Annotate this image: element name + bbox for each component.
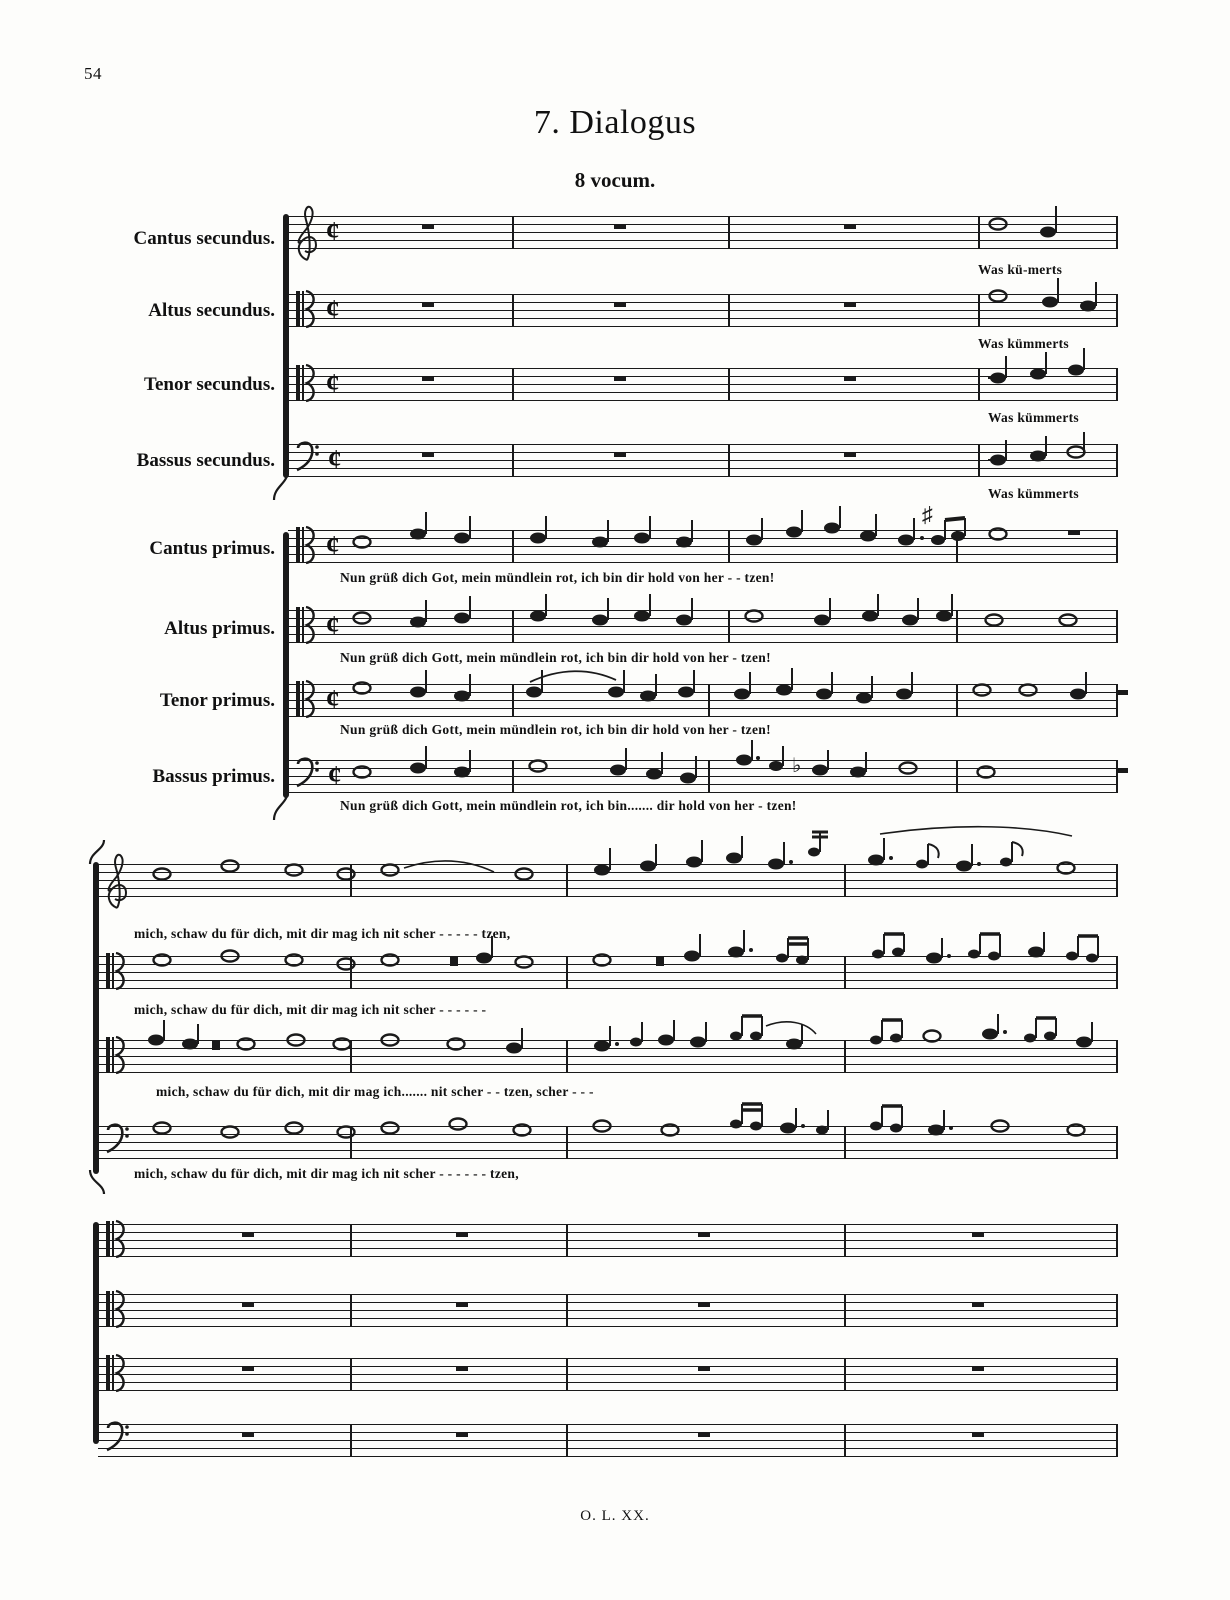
- note-group-m3: [586, 838, 836, 908]
- time-signature: ¢: [328, 760, 342, 790]
- time-signature: ¢: [328, 444, 342, 474]
- note-group-measure1: [348, 514, 518, 572]
- barline: [844, 1040, 846, 1073]
- barline: [1116, 610, 1118, 643]
- whole-rest: [242, 1366, 254, 1371]
- note-group: [984, 438, 1124, 486]
- barline: [350, 1224, 352, 1257]
- whole-rest: [242, 1302, 254, 1307]
- barline: [566, 1358, 568, 1391]
- lyric-cantus-primus: Nun grüß dich Got, mein mündlein rot, ich bin dir hold von her - - tzen!: [340, 570, 775, 585]
- whole-rest: [972, 1302, 984, 1307]
- note-group-m1: [142, 1018, 357, 1082]
- tenor-clef-icon: [104, 1355, 130, 1395]
- part-label-tenor-primus: Tenor primus.: [159, 690, 275, 711]
- note-group-measure4: [968, 664, 1128, 726]
- whole-rest: [698, 1366, 710, 1371]
- stave-s2-cantus: [98, 864, 1118, 898]
- lyric-s2-tenor: mich, schaw du für dich, mit dir mag ich....... nit scher - - tzen, scher - - -: [156, 1084, 594, 1099]
- note-group-m4: [860, 838, 1110, 910]
- barline: [512, 444, 514, 477]
- barline: [566, 864, 568, 897]
- whole-rest: [698, 1232, 710, 1237]
- note-group-m3: [586, 1014, 836, 1086]
- soprano-clef-icon: [294, 527, 320, 567]
- whole-rest: [698, 1432, 710, 1437]
- note-group-m4: [860, 928, 1110, 1002]
- note-group-m3: [586, 930, 836, 1002]
- alto-clef-icon: [294, 607, 320, 647]
- svg-text:♭: ♭: [792, 755, 802, 777]
- page-subtitle: 8 vocum.: [574, 168, 656, 192]
- barline: [566, 956, 568, 989]
- part-label-bassus-secundus: Bassus secundus.: [136, 450, 275, 471]
- note-group-measure3: [728, 738, 948, 804]
- time-signature: ¢: [326, 294, 340, 324]
- whole-rest: [972, 1432, 984, 1437]
- note-group-measure1: [348, 670, 518, 726]
- barline: [1116, 956, 1118, 989]
- brace-system2-bottom: [86, 1170, 108, 1196]
- barline: [566, 1424, 568, 1457]
- stave-s3-3: [98, 1358, 1118, 1392]
- barline: [844, 1294, 846, 1327]
- note-group-measure4: [918, 504, 1108, 574]
- lyric-s2-bassus: mich, schaw du für dich, mit dir mag ich nit scher - - - - - - tzen,: [134, 1166, 519, 1181]
- alto-clef-icon: [104, 1291, 130, 1331]
- whole-rest: [456, 1232, 468, 1237]
- bass-clef-icon: [104, 1122, 134, 1156]
- whole-rest: [698, 1302, 710, 1307]
- stave-tenor-primus: [288, 684, 1118, 718]
- treble-clef-icon: [104, 850, 130, 912]
- stave-bassus-primus: [288, 755, 1118, 794]
- barline: [1116, 1424, 1118, 1457]
- time-signature: ¢: [326, 610, 340, 640]
- bass-clef-icon: [294, 440, 324, 474]
- system-bracket-choir1: [283, 532, 289, 798]
- barline: [350, 1424, 352, 1457]
- barline: [566, 1224, 568, 1257]
- stave-s3-1: [98, 1224, 1118, 1258]
- note-group-measure4: [918, 590, 1108, 652]
- note-group-m1: [146, 934, 356, 998]
- whole-rest: [456, 1366, 468, 1371]
- note-group-m4: [860, 1100, 1110, 1172]
- lyric-tenor-primus: Nun grüß dich Gott, mein mündlein rot, ich bin dir hold von her - tzen!: [340, 722, 771, 737]
- part-label-tenor-secundus: Tenor secundus.: [144, 374, 275, 395]
- barline: [844, 1424, 846, 1457]
- barline: [566, 1040, 568, 1073]
- stave-s3-2: [98, 1294, 1118, 1328]
- stave-s3-4: [98, 1424, 1118, 1458]
- part-label-cantus-primus: Cantus primus.: [149, 538, 275, 559]
- note-group-m2: [374, 1104, 564, 1168]
- barline: [566, 1294, 568, 1327]
- time-signature: ¢: [326, 684, 340, 714]
- lyric-tenor-secundus: Was kümmerts: [988, 410, 1079, 425]
- barline: [1116, 1358, 1118, 1391]
- time-signature: ¢: [326, 368, 340, 398]
- whole-rest: [456, 1302, 468, 1307]
- note-group-measure2: [524, 594, 724, 652]
- svg-text:♯: ♯: [922, 502, 933, 527]
- stave-lines: [98, 1224, 1118, 1258]
- note-group-measure2: [520, 742, 720, 802]
- stave-s2-bassus: [98, 1126, 1118, 1160]
- page-title: 7. Dialogus: [533, 104, 697, 141]
- note-group-m2: [374, 934, 564, 998]
- stave-bassus-secundus: [288, 444, 1118, 478]
- system-3: [0, 0, 1230, 300]
- note-group-m4: [860, 1012, 1110, 1086]
- barline: [844, 956, 846, 989]
- barline: [844, 864, 846, 897]
- stave-cantus-primus: [288, 502, 1118, 564]
- lyric-s2-cantus: mich, schaw du für dich, mit dir mag ich nit scher - - - - - tzen,: [134, 926, 511, 941]
- barline: [566, 1126, 568, 1159]
- whole-rest: [242, 1232, 254, 1237]
- barline: [1116, 1040, 1118, 1073]
- alto-clef-icon: [104, 953, 130, 993]
- note-group-measure4: [968, 742, 1128, 800]
- barline: [1116, 530, 1118, 563]
- lyric-cantus-secundus: Was kü-merts: [978, 262, 1063, 277]
- barline: [728, 610, 730, 643]
- barline: [1116, 1126, 1118, 1159]
- barline: [844, 1126, 846, 1159]
- tenor-clef-icon: [294, 681, 320, 721]
- barline: [1116, 1294, 1118, 1327]
- part-label-cantus-secundus: Cantus secundus.: [133, 228, 275, 249]
- stave-s2-altus: [98, 956, 1118, 990]
- lyric-altus-secundus: Was kümmerts: [978, 336, 1069, 351]
- stave-lines: [98, 1294, 1118, 1328]
- note-group-measure1: [348, 596, 518, 652]
- whole-rest: [422, 452, 434, 457]
- barline: [728, 444, 730, 477]
- barline: [956, 684, 958, 717]
- barline: [844, 1224, 846, 1257]
- alto-clef-icon: [104, 1221, 130, 1261]
- stave-altus-primus: [288, 610, 1118, 644]
- barline: [978, 444, 980, 477]
- stave-s2-tenor: [98, 1040, 1118, 1074]
- note-group-m2: [374, 842, 564, 906]
- note-group-measure2: [524, 514, 724, 572]
- stave-lines: [98, 1424, 1118, 1458]
- note-group-measure2: [520, 662, 720, 726]
- brace-choir1: [272, 790, 294, 822]
- barline: [350, 1358, 352, 1391]
- barline: [956, 760, 958, 793]
- barline: [1116, 1224, 1118, 1257]
- bass-clef-icon: [294, 756, 324, 790]
- note-group-measure1: [348, 746, 518, 802]
- lyric-bassus-secundus: Was kümmerts: [988, 486, 1079, 501]
- tenor-clef-icon: [104, 1037, 130, 1077]
- note-group-m1: [146, 1104, 356, 1168]
- barline: [844, 1358, 846, 1391]
- whole-rest: [844, 452, 856, 457]
- note-group-measure3: [728, 664, 948, 726]
- stave-lines: [98, 1358, 1118, 1392]
- whole-rest: [614, 452, 626, 457]
- part-label-altus-primus: Altus primus.: [164, 618, 275, 639]
- time-signature: ¢: [326, 216, 340, 246]
- lyric-bassus-primus: Nun grüß dich Gott, mein mündlein rot, ich bin....... dir hold von her - tzen!: [340, 798, 797, 813]
- barline: [728, 530, 730, 563]
- barline: [350, 1294, 352, 1327]
- whole-rest: [242, 1432, 254, 1437]
- lyric-s2-altus: mich, schaw du für dich, mit dir mag ich nit scher - - - - - -: [134, 1002, 487, 1017]
- page-footer: O. L. XX.: [580, 1508, 650, 1524]
- page-number: 54: [84, 64, 102, 83]
- whole-rest: [456, 1432, 468, 1437]
- part-label-bassus-primus: Bassus primus.: [152, 766, 275, 787]
- time-signature: ¢: [326, 530, 340, 560]
- barline: [1116, 864, 1118, 897]
- note-group-m2: [374, 1016, 564, 1082]
- bass-clef-icon: [104, 1420, 134, 1454]
- whole-rest: [972, 1366, 984, 1371]
- whole-rest: [972, 1232, 984, 1237]
- note-group-m3: [586, 1100, 836, 1172]
- part-label-altus-secundus: Altus secundus.: [148, 300, 275, 321]
- note-group-m1: [146, 842, 356, 906]
- lyric-altus-primus: Nun grüß dich Gott, mein mündlein rot, ich bin dir hold von her - tzen!: [340, 650, 771, 665]
